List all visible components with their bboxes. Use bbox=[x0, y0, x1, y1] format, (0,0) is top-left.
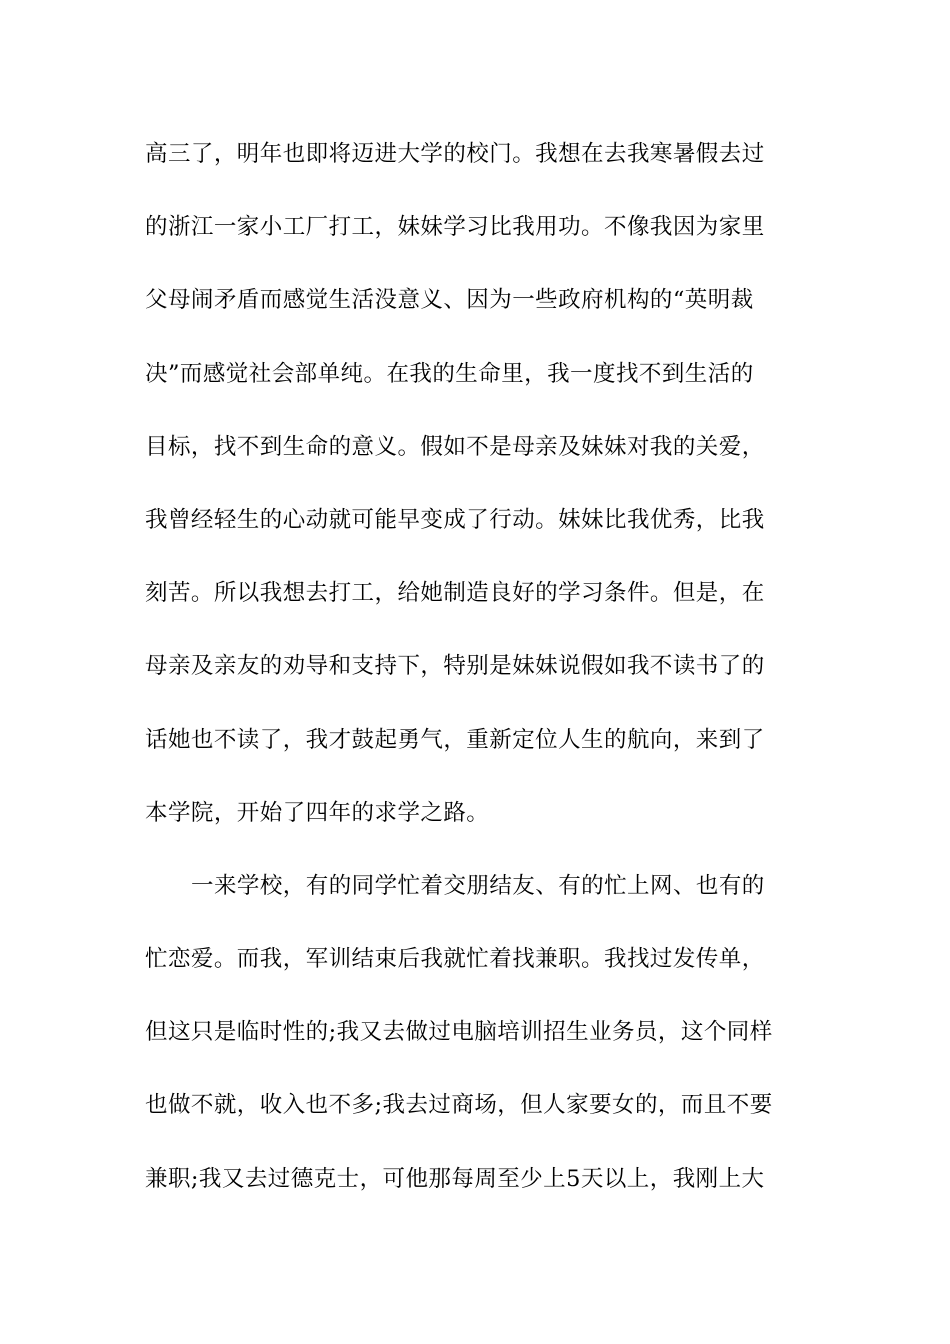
paragraph-2-line-3: 但这只是临时性的;我又去做过电脑培训招生业务员，这个同样 bbox=[145, 1019, 773, 1046]
paragraph-2-line-2: 忙恋爱。而我，军训结束后我就忙着找兼职。我找过发传单， bbox=[145, 946, 765, 973]
paragraph-2-line-1: 一来学校，有的同学忙着交朋结友、有的忙上网、也有的 bbox=[191, 872, 765, 899]
paragraph-1-line-10: 本学院，开始了四年的求学之路。 bbox=[145, 799, 490, 826]
paragraph-1-line-2: 的浙江一家小工厂打工，妹妹学习比我用功。不像我因为家里 bbox=[145, 214, 765, 241]
paragraph-1-line-3: 父母闹矛盾而感觉生活没意义、因为一些政府机构的“英明裁 bbox=[145, 287, 754, 314]
document-body bbox=[145, 130, 810, 1228]
paragraph-1-line-8: 母亲及亲友的劝导和支持下，特别是妹妹说假如我不读书了的 bbox=[145, 653, 765, 680]
paragraph-1-line-9: 话她也不读了，我才鼓起勇气，重新定位人生的航向，来到了 bbox=[145, 726, 765, 753]
paragraph-1-line-7: 刻苦。所以我想去打工，给她制造良好的学习条件。但是，在 bbox=[145, 580, 765, 607]
paragraph-1-line-6: 我曾经轻生的心动就可能早变成了行动。妹妹比我优秀，比我 bbox=[145, 506, 765, 533]
paragraph-1-line-4: 决”而感觉社会部单纯。在我的生命里，我一度找不到生活的 bbox=[145, 360, 754, 387]
paragraph-2-line-4: 也做不就，收入也不多;我去过商场，但人家要女的，而且不要 bbox=[145, 1092, 773, 1119]
paragraph-1-line-5: 目标，找不到生命的意义。假如不是母亲及妹妹对我的关爱， bbox=[145, 433, 765, 460]
paragraph-1-line-1: 高三了，明年也即将迈进大学的校门。我想在去我寒暑假去过 bbox=[145, 141, 765, 167]
paragraph-2-line-5: 兼职;我又去过德克士，可他那每周至少上5天以上，我刚上大 bbox=[145, 1165, 765, 1192]
